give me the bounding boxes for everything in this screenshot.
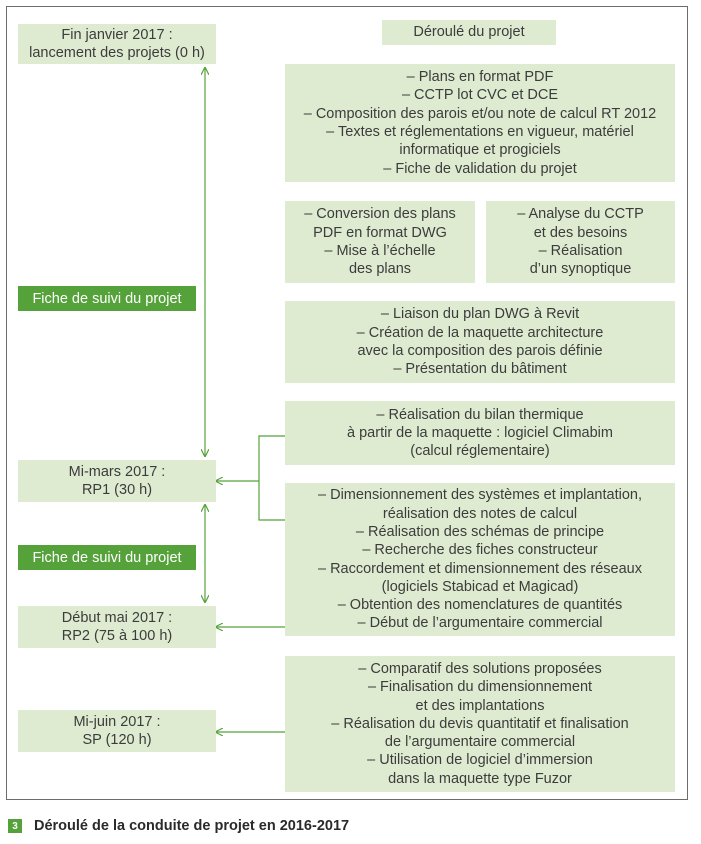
box-line: Fin janvier 2017 : (61, 26, 173, 43)
box-line: Mi-mars 2017 : (68, 463, 166, 480)
caption-text: Déroulé de la conduite de projet en 2016-2017 (34, 818, 350, 834)
box-line: RP1 (30 h) (81, 482, 153, 498)
box-line: – Conversion des plans (304, 206, 456, 223)
figure-caption (8, 818, 349, 834)
box-line: Début mai 2017 : (61, 609, 173, 626)
box-line: – Raccordement et dimensionnement des réseaux (317, 560, 642, 577)
milestone-rp2 (18, 606, 216, 648)
tracking-label-1: Fiche de suivi du projet (18, 286, 196, 311)
box-line: – Utilisation de logiciel d’immersion (367, 752, 593, 769)
box-line: – Liaison du plan DWG à Revit (380, 306, 580, 323)
milestone-rp1 (18, 460, 216, 502)
box-line: – Recherche des fiches constructeur (362, 542, 598, 559)
box-line: à partir de la maquette : logiciel Climabim (347, 424, 613, 441)
box-line: – Réalisation du bilan thermique (376, 406, 584, 423)
box-line: d’un synoptique (529, 261, 632, 278)
box-line: – Textes et réglementations en vigueur, matériel (326, 124, 634, 140)
step-inputs (285, 64, 675, 182)
box-line: des plans (348, 261, 412, 278)
milestone-sp (18, 710, 216, 752)
box-line: SP (120 h) (82, 732, 152, 748)
box-line: – CCTP lot CVC et DCE (401, 87, 559, 104)
box-line: – Réalisation (538, 243, 623, 259)
box-line: – Fiche de validation du projet (383, 160, 577, 177)
step-cctp-analysis (486, 201, 675, 283)
box-line: de l’argumentaire commercial (384, 734, 576, 751)
box-line: (logiciels Stabicad et Magicad) (381, 578, 579, 595)
box-line: RP2 (75 à 100 h) (61, 628, 173, 644)
tracking-label-2: Fiche de suivi du projet (18, 545, 196, 570)
box-line: – Présentation du bâtiment (393, 361, 567, 378)
step-sizing (285, 483, 675, 636)
step-finalization (285, 656, 675, 792)
milestone-launch (18, 24, 216, 64)
box-line: – Composition des parois et/ou note de calcul RT 2012 (303, 105, 657, 122)
box-line: lancement des projets (0 h) (29, 45, 205, 61)
box-line: PDF en format DWG (313, 224, 447, 241)
box-line: – Comparatif des solutions proposées (358, 660, 602, 677)
box-line: et des implantations (415, 697, 545, 714)
box-line: – Mise à l’échelle (324, 243, 436, 259)
box-line: – Création de la maquette architecture (356, 324, 604, 341)
box-line: – Début de l’argumentaire commercial (357, 615, 603, 632)
step-plan-conversion (285, 201, 475, 283)
box-line: – Réalisation du devis quantitatif et finalisation (331, 715, 629, 732)
step-revit-model (285, 301, 675, 383)
box-line: – Réalisation des schémas de principe (355, 523, 605, 540)
box-line: Mi-juin 2017 : (73, 713, 161, 730)
box-line: – Plans en format PDF (406, 69, 554, 86)
box-line: avec la composition des parois définie (357, 343, 603, 359)
step-thermal-balance (285, 401, 675, 465)
connector-s4-s5-to-rp1 (259, 436, 285, 520)
box-line: dans la maquette type Fuzor (388, 770, 572, 787)
process-header: Déroulé du projet (382, 20, 556, 45)
box-line: – Dimensionnement des systèmes et implantation, (318, 487, 642, 504)
box-line: (calcul réglementaire) (410, 443, 550, 460)
box-line: – Analyse du CCTP (517, 206, 644, 223)
box-line: et des besoins (533, 224, 628, 241)
box-line: réalisation des notes de calcul (382, 505, 578, 522)
box-line: – Finalisation du dimensionnement (367, 679, 593, 696)
box-line: informatique et progiciels (399, 142, 561, 159)
box-line: – Obtention des nomenclatures de quantités (337, 597, 623, 614)
caption-number: 3 (8, 819, 22, 833)
